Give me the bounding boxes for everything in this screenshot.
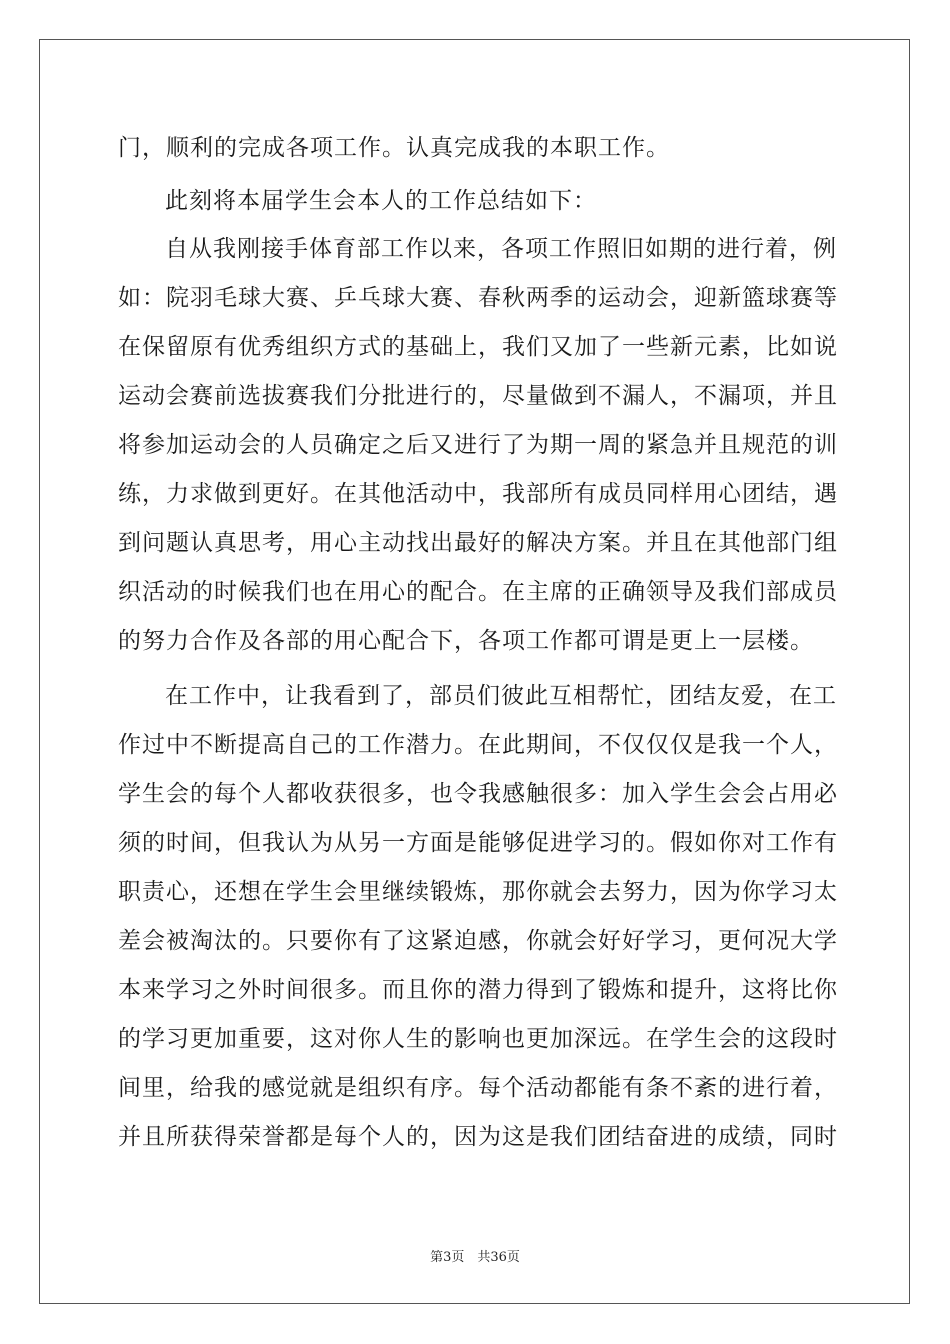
text-line: 门，顺利的完成各项工作。认真完成我的本职工作。: [118, 135, 670, 161]
text-line: 到问题认真思考，用心主动找出最好的解决方案。并且在其他部门组: [118, 530, 838, 556]
text-line: 练，力求做到更好。在其他活动中，我部所有成员同样用心团结，遇: [118, 481, 838, 507]
text-line: 须的时间，但我认为从另一方面是能够促进学习的。假如你对工作有: [118, 830, 838, 856]
text-line: 运动会赛前选拔赛我们分批进行的，尽量做到不漏人，不漏项，并且: [118, 383, 838, 409]
text-line: 职责心，还想在学生会里继续锻炼，那你就会去努力，因为你学习太: [118, 879, 838, 905]
text-line: 在工作中，让我看到了，部员们彼此互相帮忙，团结友爱，在工: [165, 683, 837, 709]
text-line: 自从我刚接手体育部工作以来，各项工作照旧如期的进行着，例: [165, 236, 837, 262]
text-line: 差会被淘汰的。只要你有了这紧迫感，你就会好好学习，更何况大学: [118, 928, 838, 954]
text-line: 在保留原有优秀组织方式的基础上，我们又加了一些新元素，比如说: [118, 334, 838, 360]
text-line: 学生会的每个人都收获很多，也令我感触很多：加入学生会会占用必: [118, 781, 838, 807]
text-line: 并且所获得荣誉都是每个人的，因为这是我们团结奋进的成绩，同时: [118, 1124, 838, 1150]
text-line: 将参加运动会的人员确定之后又进行了为期一周的紧急并且规范的训: [118, 432, 838, 458]
text-line: 作过中不断提高自己的工作潜力。在此期间，不仅仅仅是我一个人，: [118, 732, 838, 758]
text-line: 织活动的时候我们也在用心的配合。在主席的正确领导及我们部成员: [118, 579, 838, 605]
text-line: 此刻将本届学生会本人的工作总结如下：: [165, 188, 597, 214]
page-number-footer: 第3页 共36页: [430, 1250, 520, 1265]
text-line: 如：院羽毛球大赛、乒乓球大赛、春秋两季的运动会，迎新篮球赛等: [118, 285, 838, 311]
text-line: 的努力合作及各部的用心配合下，各项工作都可谓是更上一层楼。: [118, 628, 814, 654]
text-line: 本来学习之外时间很多。而且你的潜力得到了锻炼和提升，这将比你: [118, 977, 838, 1003]
text-line: 的学习更加重要，这对你人生的影响也更加深远。在学生会的这段时: [118, 1026, 838, 1052]
text-line: 间里，给我的感觉就是组织有序。每个活动都能有条不紊的进行着，: [118, 1075, 838, 1101]
